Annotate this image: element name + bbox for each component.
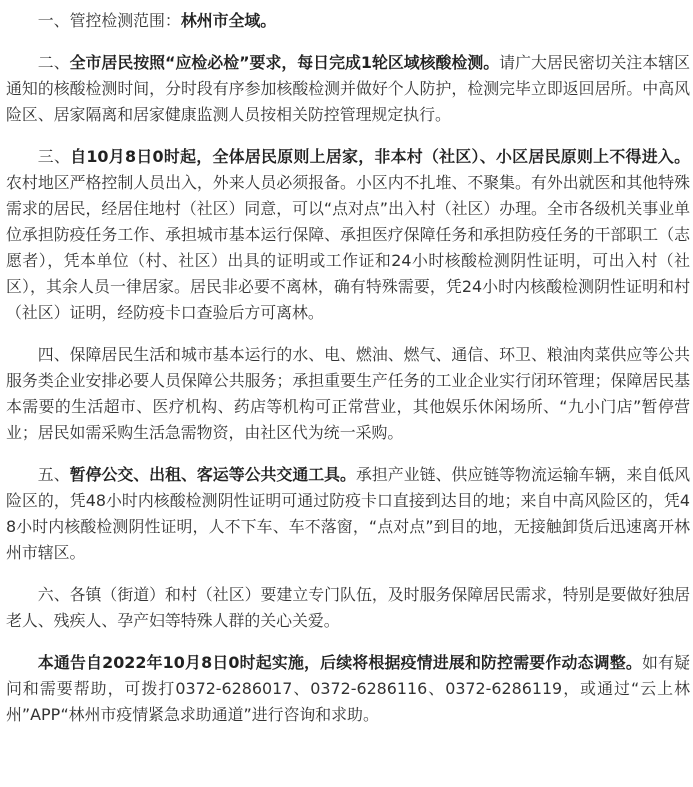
section-6-body: 六、各镇（街道）和村（社区）要建立专门队伍，及时服务保障居民需求，特别是要做好独居老人、残疾人、孕产妇等特殊人群的关心关爱。 bbox=[6, 585, 690, 630]
closing-bold: 本通告自2022年10月8日0时起实施，后续将根据疫情进展和防控需要作动态调整。 bbox=[37, 653, 642, 672]
section-1-lead: 一、管控检测范围： bbox=[37, 11, 181, 30]
section-5-body: 承担产业链、供应链等物流运输车辆，来自低风险区的，凭48小时内核酸检测阴性证明可通过防疫卡口直接到达目的地；来自中高风险区的，凭48小时内核酸检测阴性证明，人不下车、车不落窗，“点对点”到目的地，无接触卸货后迅速离开林州市辖区。 bbox=[6, 465, 691, 562]
section-1-bold: 林州市全域。 bbox=[180, 11, 277, 30]
section-4-body: 四、保障居民生活和城市基本运行的水、电、燃油、燃气、通信、环卫、粮油肉菜供应等公共服务类企业安排必要人员保障公共服务；承担重要生产任务的工业企业实行闭环管理；保障居民基本需要的生活超市、医疗机构、药店等机构可正常营业，其他娱乐休闲场所、“九小门店”暂停营业；居民如需采购生活急需物资，由社区代为统一采购。 bbox=[6, 345, 690, 442]
section-4-services bbox=[6, 342, 690, 446]
section-5-lead: 五、 bbox=[37, 465, 70, 484]
closing-body: 如有疑问和需要帮助，可拨打0372-6286017、0372-6286116、0372-6286119，或通过“云上林州”APP“林州市疫情紧急求助通道”进行咨询和求助。 bbox=[6, 653, 691, 724]
section-3-stay-home bbox=[6, 144, 690, 326]
section-5-bold: 暂停公交、出租、客运等公共交通工具。 bbox=[69, 465, 356, 484]
section-2-bold: 全市居民按照“应检必检”要求，每日完成1轮区域核酸检测。 bbox=[69, 53, 500, 72]
section-6-community bbox=[6, 582, 690, 634]
section-3-bold: 自10月8日0时起，全体居民原则上居家，非本村（社区）、小区居民原则上不得进入。 bbox=[70, 147, 690, 166]
notice-document bbox=[6, 8, 690, 728]
section-2-lead: 二、 bbox=[37, 53, 70, 72]
section-2-testing bbox=[6, 50, 690, 128]
section-2-body: 请广大居民密切关注本辖区通知的核酸检测时间，分时段有序参加核酸检测并做好个人防护，检测完毕立即返回居所。中高风险区、居家隔离和居家健康监测人员按相关防控管理规定执行。 bbox=[6, 53, 690, 124]
section-3-lead: 三、 bbox=[37, 147, 71, 166]
section-3-body: 农村地区严格控制人员出入，外来人员必须报备。小区内不扎堆、不聚集。有外出就医和其他特殊需求的居民，经居住地村（社区）同意，可以“点对点”出入村（社区）办理。全市各级机关事业单位承担防疫任务工作、承担城市基本运行保障、承担医疗保障任务和承担防疫任务的干部职工（志愿者），凭本单位（村、社区）出具的证明或工作证和24小时核酸检测阴性证明，可出入村（社区），其余人员一律居家。居民非必要不离林，确有特殊需要，凭24小时内核酸检测阴性证明和村（社区）证明，经防疫卡口查验后方可离林。 bbox=[6, 173, 690, 322]
section-1-scope bbox=[6, 8, 690, 34]
closing-notice bbox=[6, 650, 690, 728]
section-5-transport bbox=[6, 462, 690, 566]
